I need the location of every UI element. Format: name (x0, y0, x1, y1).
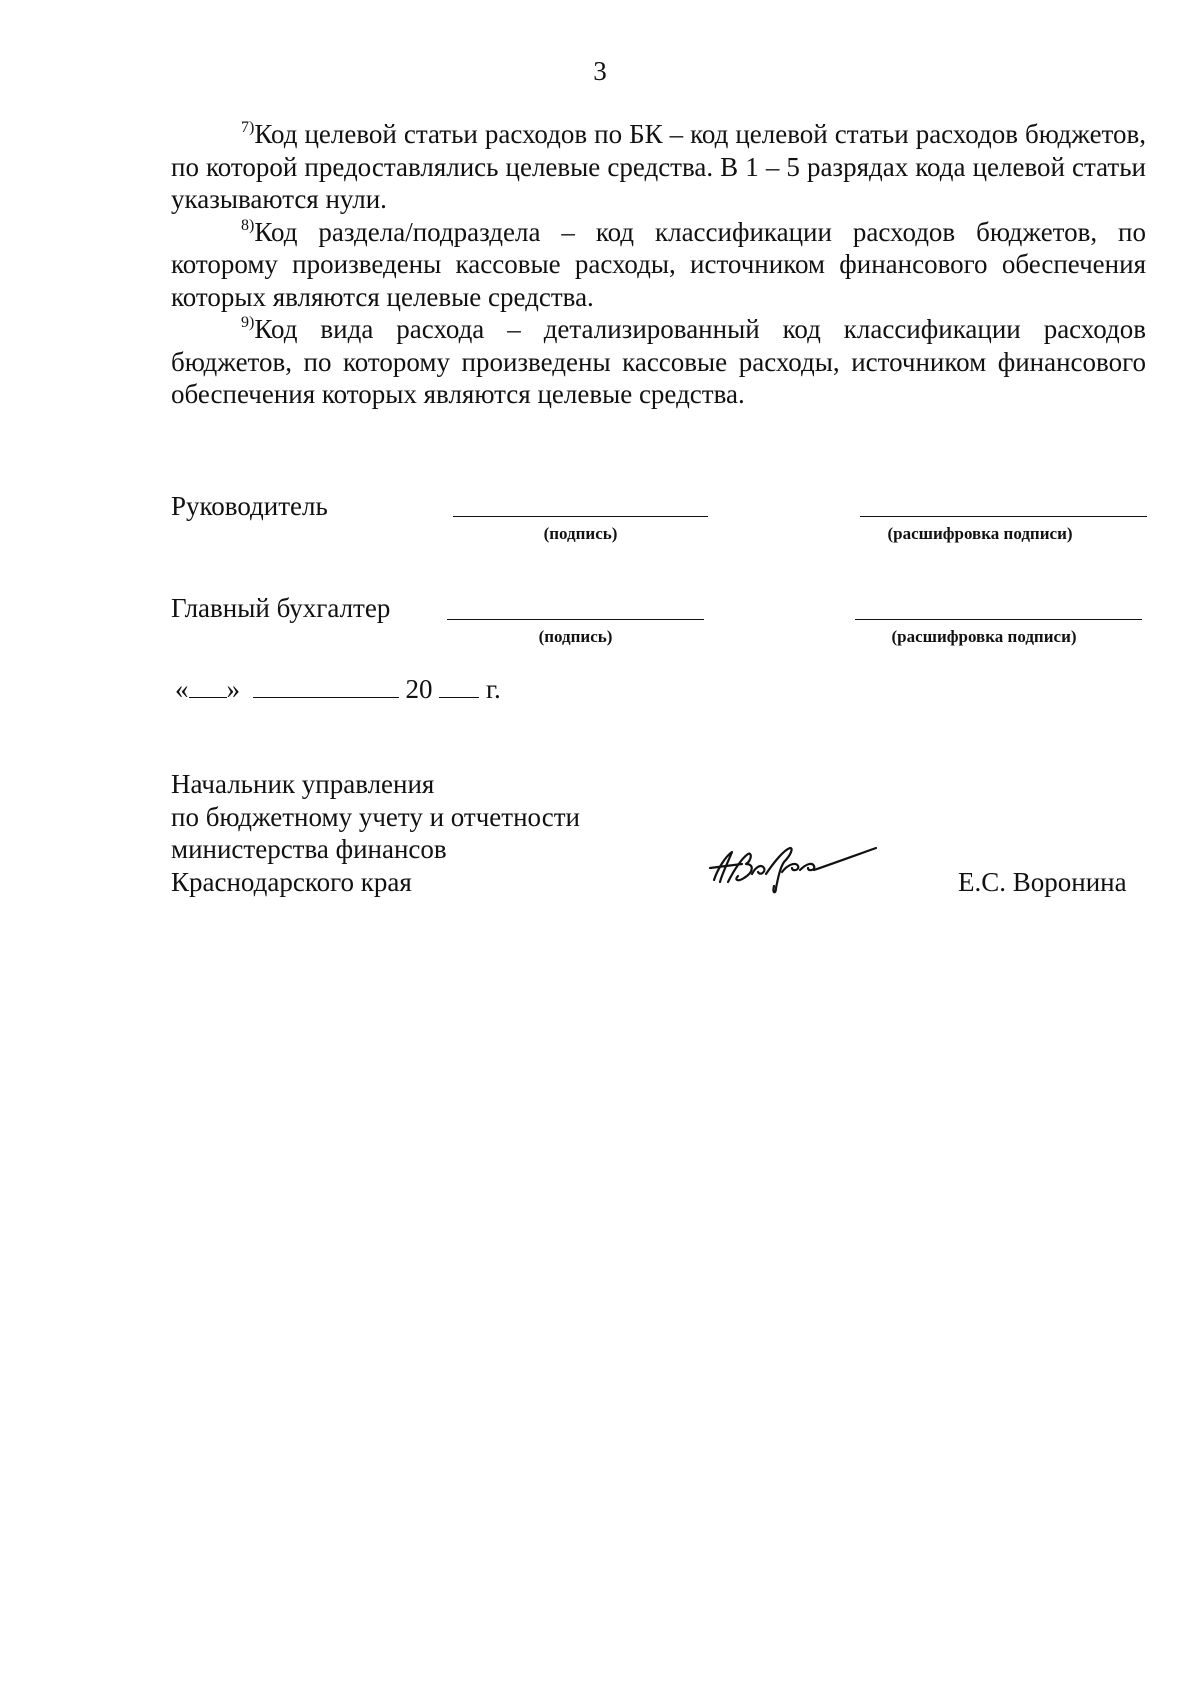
approver-name: Е.С. Воронина (958, 867, 1127, 897)
footnote-text: Код целевой статьи расходов по БК – код целевой статьи расходов бюджетов, по которой предоставлялись целевые средства. В 1 – 5 разрядах кода целевой статьи указываются нули. (171, 119, 1146, 214)
footnote-8 (171, 216, 1146, 314)
footnote-text: Код раздела/подраздела – код классификации расходов бюджетов, по которому произведены кассовые расходы, источником финансового обеспечения которых являются целевые средства. (171, 216, 1146, 312)
footnote-marker: 9) (241, 314, 255, 331)
date-year-prefix: 20 (405, 674, 433, 704)
chief-accountant-signature-caption: (подпись) (538, 627, 613, 646)
footnote-marker: 7) (241, 119, 255, 136)
approver-title-line: по бюджетному учету и отчетности (171, 801, 580, 832)
head-decoding-caption: (расшифровка подписи) (887, 524, 1073, 543)
head-role-label: Руководитель (171, 491, 328, 521)
footnotes (171, 118, 1146, 411)
chief-accountant-decoding-caption: (расшифровка подписи) (891, 627, 1077, 646)
page-number: 3 (593, 56, 607, 86)
chief-accountant-signature-line (447, 619, 704, 620)
date-field (175, 674, 501, 705)
date-year-suffix: г. (486, 674, 501, 704)
date-month-blank (253, 675, 399, 698)
approver-title-line: Краснодарского края (171, 866, 412, 897)
chief-accountant-decoding-line (855, 619, 1142, 620)
date-day-blank (189, 675, 227, 698)
footnote-text: Код вида расхода – детализированный код классификации расходов бюджетов, по которому произведены кассовые расходы, источником финансового обеспечения которых являются целевые средства. (171, 314, 1146, 409)
head-decoding-line (860, 516, 1147, 517)
handwritten-signature (708, 838, 888, 898)
footnote-marker: 8) (241, 216, 255, 234)
approver-title-line: Начальник управления (171, 769, 435, 799)
footnote-9 (171, 313, 1146, 411)
head-signature-caption: (подпись) (543, 524, 618, 543)
footnote-7 (171, 118, 1146, 216)
approver-title-line: министерства финансов (171, 834, 447, 864)
date-open-quote: « (175, 674, 189, 704)
date-close-quote: » (226, 674, 240, 704)
date-year-blank (439, 675, 479, 698)
chief-accountant-role-label: Главный бухгалтер (171, 593, 391, 623)
approver-title (171, 768, 580, 898)
head-signature-line (453, 516, 708, 517)
